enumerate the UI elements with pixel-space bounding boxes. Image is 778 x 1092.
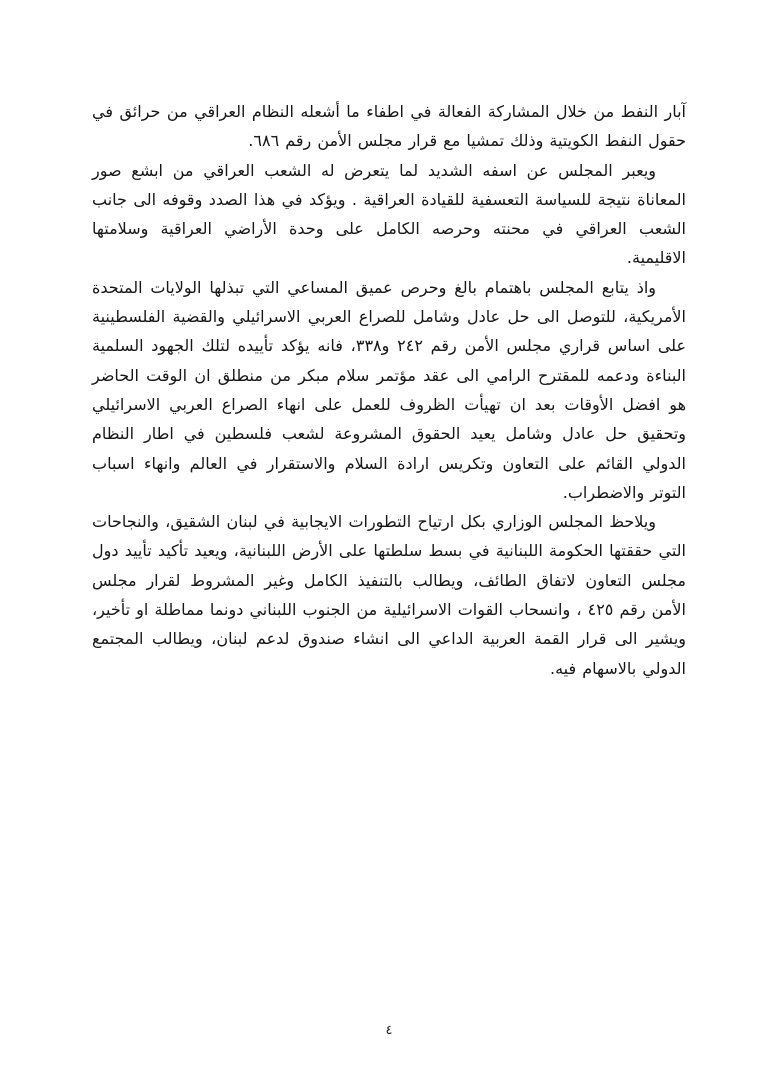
paragraph-continuation: آبار النفط من خلال المشاركة الفعالة في اطفاء ما أشعله النظام العراقي من حرائق في حقول النفط الكويتية وذلك تمشيا مع قرار مجلس الأمن رقم ٦٨٦.: [92, 102, 686, 151]
page-number: ٤: [385, 1023, 393, 1038]
text-block: [92, 97, 686, 683]
paragraph-peace-efforts: واذ يتابع المجلس باهتمام بالغ وحرص عميق المساعي التي تبذلها الولايات المتحدة الأمريكية، للتوصل الى حل عادل وشامل للصراع العربي الاسرائيلي والقضية الفلسطينية على اساس قراري مجلس الأمن رقم ٢٤٢ و٣٣٨، فانه يؤكد تأييده لتلك الجهود السلمية البناءة ودعمه للمقترح الرامي الى عقد مؤتمر سلام مبكر من منطلق ان الوقت الحاضر هو افضل الأوقات بعد ان تهيأت الظروف للعمل على انهاء الصراع العربي الاسرائيلي وتحقيق حل عادل وشامل يعيد الحقوق المشروعة لشعب فلسطين في اطار النظام الدولي القائم على التعاون وتكريس ارادة السلام والاستقرار في العالم وانهاء اسباب التوتر والاضطراب.: [92, 277, 687, 502]
paragraph-iraqi-people: ويعبر المجلس عن اسفه الشديد لما يتعرض له الشعب العراقي من ابشع صور المعاناة نتيجة للسياسة التعسفية للقيادة العراقية . ويؤكد في هذا الصدد وقوفه الى جانب الشعب العراقي في محنته وحرصه الكامل على وحدة الأراضي العراقية وسلامتها الاقليمية.: [92, 160, 686, 268]
paragraph-lebanon: ويلاحظ المجلس الوزاري بكل ارتياح التطورات الايجابية في لبنان الشقيق، والنجاحات التي حققتها الحكومة اللبنانية في بسط سلطتها على الأرض اللبنانية، ويعيد تأكيد تأييد دول مجلس التعاون لاتفاق الطائف، ويطالب بالتنفيذ الكامل وغير المشروط لقرار مجلس الأمن رقم ٤٢٥ ، وانسحاب القوات الاسرائيلية من الجنوب اللبناني دونما مماطلة او تأخير، ويشير الى قرار القمة العربية الداعي الى انشاء صندوق لدعم لبنان، ويطالب المجتمع الدولي بالاسهام فيه.: [92, 512, 686, 678]
